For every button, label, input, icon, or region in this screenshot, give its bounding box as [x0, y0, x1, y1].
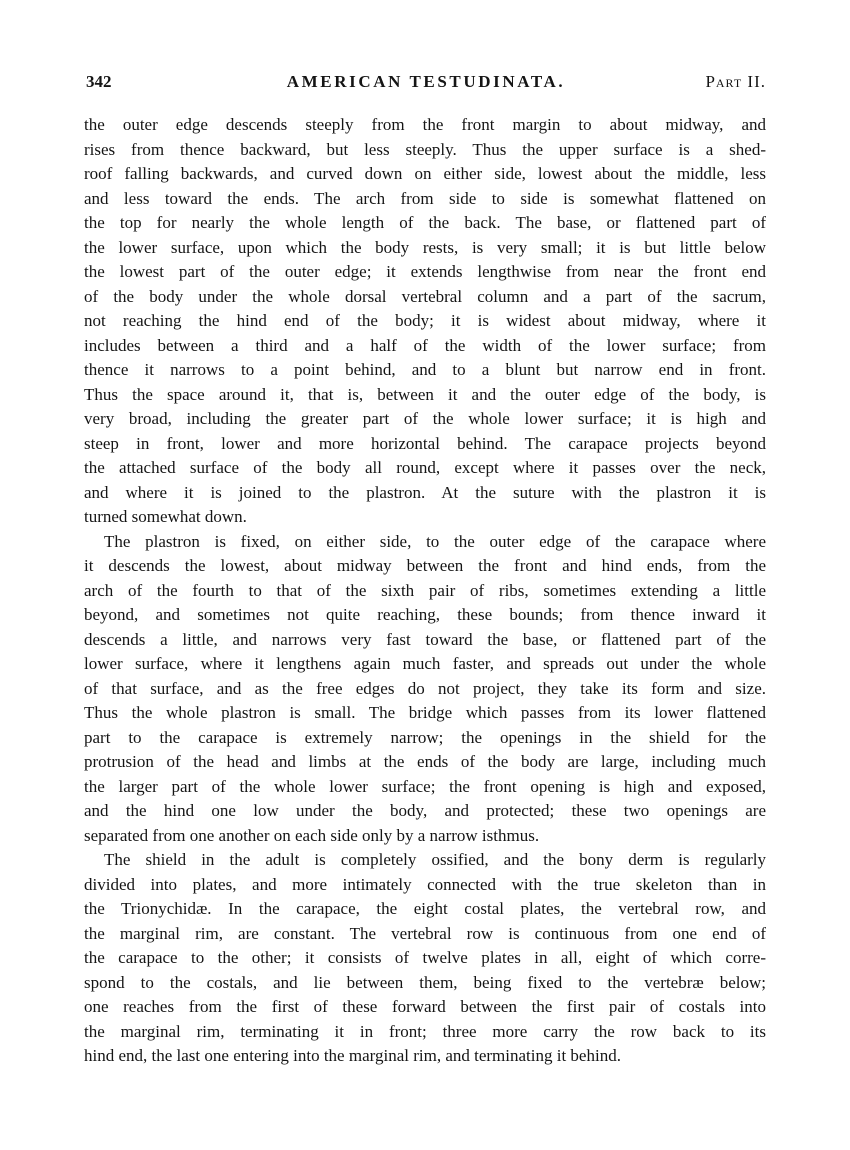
- text-line: it descends the lowest, about midway between the front and hind ends, from the: [84, 556, 766, 575]
- text-line: the carapace to the other; it consists of twelve plates in all, eight of which corre-: [84, 948, 766, 967]
- text-line: Thus the whole plastron is small. The bridge which passes from its lower flattened: [84, 703, 766, 722]
- body-text: [84, 113, 766, 1069]
- text-line: The plastron is fixed, on either side, to the outer edge of the carapace where: [104, 531, 766, 551]
- running-head: [86, 72, 766, 96]
- paragraph: [84, 530, 766, 849]
- text-line: hind end, the last one entering into the marginal rim, and terminating it behind.: [84, 1046, 621, 1065]
- text-line: rises from thence backward, but less steeply. Thus the upper surface is a shed-: [84, 139, 766, 159]
- running-title: AMERICAN TESTUDINATA.: [286, 72, 566, 91]
- text-line: part to the carapace is extremely narrow; the openings in the shield for the: [84, 727, 766, 747]
- text-line: roof falling backwards, and curved down on either side, lowest about the middle, less: [84, 164, 766, 183]
- text-line: separated from one another on each side only by a narrow isthmus.: [84, 825, 540, 845]
- text-line: The shield in the adult is completely ossified, and the bony derm is regularly: [104, 850, 766, 869]
- text-line: the Trionychidæ. In the carapace, the eight costal plates, the vertebral row, and: [84, 899, 766, 918]
- part-label: Part II.: [705, 72, 766, 91]
- text-line: lower surface, where it lengthens again much faster, and spreads out under the whole: [84, 654, 766, 673]
- text-line: very broad, including the greater part of the whole lower surface; it is high and: [84, 409, 766, 428]
- text-line: includes between a third and a half of the width of the lower surface; from: [84, 335, 766, 355]
- text-line: the attached surface of the body all round, except where it passes over the neck,: [84, 458, 766, 477]
- text-line: Thus the space around it, that is, between it and the outer edge of the body, is: [84, 384, 766, 404]
- text-line: the marginal rim, are constant. The vertebral row is continuous from one end of: [84, 923, 766, 943]
- text-line: not reaching the hind end of the body; it is widest about midway, where it: [84, 311, 766, 330]
- text-line: one reaches from the first of these forward between the first pair of costals into: [84, 997, 766, 1016]
- text-line: the larger part of the whole lower surface; the front opening is high and exposed,: [84, 776, 766, 796]
- text-line: beyond, and sometimes not quite reaching, these bounds; from thence inward it: [84, 605, 766, 624]
- text-line: descends a little, and narrows very fast toward the base, or flattened part of the: [84, 629, 766, 649]
- text-line: the top for nearly the whole length of the back. The base, or flattened part of: [84, 213, 766, 232]
- text-line: spond to the costals, and lie between them, being fixed to the vertebræ below;: [84, 972, 766, 992]
- text-line: arch of the fourth to that of the sixth pair of ribs, sometimes extending a little: [84, 580, 766, 600]
- paragraph: [84, 848, 766, 1069]
- text-line: the lowest part of the outer edge; it extends lengthwise from near the front end: [84, 262, 766, 281]
- text-line: of that surface, and as the free edges do not project, they take its form and size.: [84, 678, 766, 698]
- text-line: divided into plates, and more intimately connected with the true skeleton than in: [84, 874, 766, 894]
- text-line: steep in front, lower and more horizontal behind. The carapace projects beyond: [84, 433, 766, 453]
- text-line: protrusion of the head and limbs at the ends of the body are large, including much: [84, 752, 766, 771]
- text-line: and where it is joined to the plastron. At the suture with the plastron it is: [84, 482, 766, 502]
- text-line: turned somewhat down.: [84, 507, 247, 526]
- text-line: the outer edge descends steeply from the front margin to about midway, and: [84, 115, 766, 134]
- text-line: and the hind one low under the body, and protected; these two openings are: [84, 801, 766, 820]
- text-line: of the body under the whole dorsal vertebral column and a part of the sacrum,: [84, 286, 766, 306]
- text-line: the lower surface, upon which the body rests, is very small; it is but little below: [84, 237, 766, 257]
- paragraph: [84, 113, 766, 530]
- page-number: 342: [86, 72, 112, 91]
- text-line: the marginal rim, terminating it in front; three more carry the row back to its: [84, 1021, 766, 1041]
- text-line: thence it narrows to a point behind, and to a blunt but narrow end in front.: [84, 360, 766, 379]
- text-line: and less toward the ends. The arch from side to side is somewhat flattened on: [84, 188, 766, 208]
